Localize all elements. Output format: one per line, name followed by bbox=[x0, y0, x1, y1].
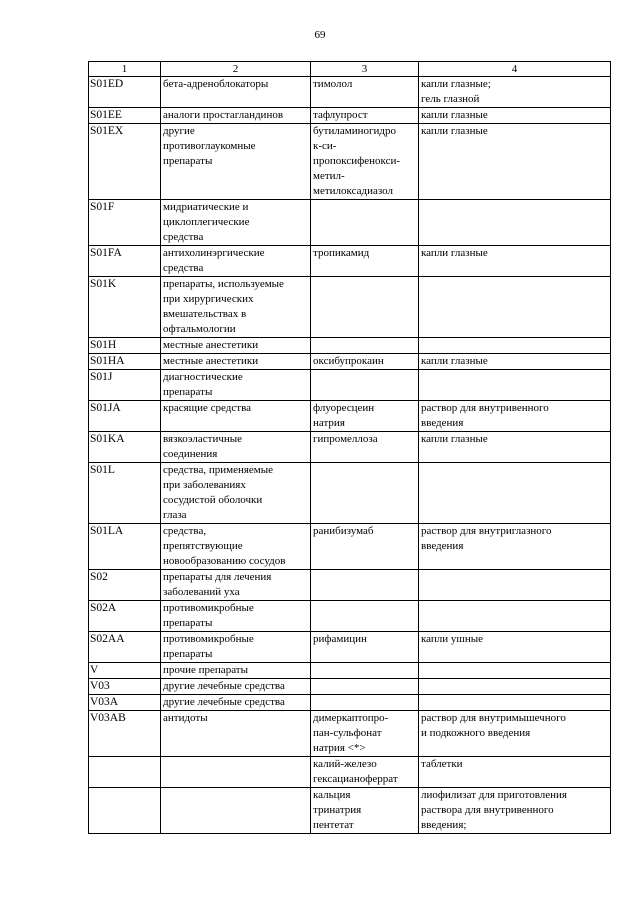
group-name-cell: средства, препятствующие новообразованию сосудов bbox=[161, 524, 311, 570]
dosage-form-cell bbox=[419, 570, 611, 601]
atc-code-cell: V03A bbox=[89, 695, 161, 711]
drug-name-cell bbox=[311, 695, 419, 711]
column-header: 4 bbox=[419, 62, 611, 77]
atc-code-cell: S01K bbox=[89, 277, 161, 338]
group-name-cell bbox=[161, 757, 311, 788]
page-number: 69 bbox=[314, 29, 326, 41]
dosage-form-cell: раствор для внутривенного введения bbox=[419, 401, 611, 432]
atc-code-cell bbox=[89, 757, 161, 788]
table-row bbox=[89, 463, 611, 524]
drug-name-cell: оксибупрокаин bbox=[311, 354, 419, 370]
atc-code-cell: S01J bbox=[89, 370, 161, 401]
atc-code-cell: S01KA bbox=[89, 432, 161, 463]
drug-name-cell: ранибизумаб bbox=[311, 524, 419, 570]
atc-code-cell: S02AA bbox=[89, 632, 161, 663]
table-row bbox=[89, 632, 611, 663]
atc-code-cell: S01EE bbox=[89, 108, 161, 124]
drug-name-cell: флуоресцеин натрия bbox=[311, 401, 419, 432]
table-row bbox=[89, 679, 611, 695]
table-row bbox=[89, 695, 611, 711]
drug-name-cell bbox=[311, 601, 419, 632]
dosage-form-cell: капли глазные bbox=[419, 246, 611, 277]
dosage-form-cell: капли глазные bbox=[419, 432, 611, 463]
group-name-cell: препараты для лечения заболеваний уха bbox=[161, 570, 311, 601]
table-row bbox=[89, 570, 611, 601]
group-name-cell: прочие препараты bbox=[161, 663, 311, 679]
atc-code-cell: S01H bbox=[89, 338, 161, 354]
table-row bbox=[89, 124, 611, 200]
group-name-cell bbox=[161, 788, 311, 834]
table-row bbox=[89, 663, 611, 679]
dosage-form-cell: раствор для внутримышечного и подкожного введения bbox=[419, 711, 611, 757]
atc-code-cell: S01L bbox=[89, 463, 161, 524]
atc-code-cell: S02A bbox=[89, 601, 161, 632]
group-name-cell: вязкоэластичные соединения bbox=[161, 432, 311, 463]
table-row bbox=[89, 108, 611, 124]
group-name-cell: препараты, используемые при хирургических вмешательствах в офтальмологии bbox=[161, 277, 311, 338]
dosage-form-cell bbox=[419, 370, 611, 401]
group-name-cell: другие противоглаукомные препараты bbox=[161, 124, 311, 200]
atc-code-cell: V03AB bbox=[89, 711, 161, 757]
drug-name-cell bbox=[311, 370, 419, 401]
group-name-cell: антидоты bbox=[161, 711, 311, 757]
drug-name-cell bbox=[311, 570, 419, 601]
atc-code-cell: S01FA bbox=[89, 246, 161, 277]
group-name-cell: аналоги простагландинов bbox=[161, 108, 311, 124]
table-row bbox=[89, 601, 611, 632]
table-row bbox=[89, 788, 611, 834]
dosage-form-cell bbox=[419, 695, 611, 711]
table-row bbox=[89, 757, 611, 788]
group-name-cell: местные анестетики bbox=[161, 354, 311, 370]
atc-code-cell: V bbox=[89, 663, 161, 679]
atc-code-cell: S01ED bbox=[89, 77, 161, 108]
drug-name-cell: димеркаптопро- пан-сульфонат натрия <*> bbox=[311, 711, 419, 757]
dosage-form-cell bbox=[419, 663, 611, 679]
drug-name-cell bbox=[311, 679, 419, 695]
table-row bbox=[89, 277, 611, 338]
dosage-form-cell: раствор для внутриглазного введения bbox=[419, 524, 611, 570]
dosage-form-cell: таблетки bbox=[419, 757, 611, 788]
group-name-cell: другие лечебные средства bbox=[161, 695, 311, 711]
table-row bbox=[89, 401, 611, 432]
table-row bbox=[89, 246, 611, 277]
dosage-form-cell: капли глазные bbox=[419, 354, 611, 370]
drug-name-cell: тропикамид bbox=[311, 246, 419, 277]
column-header: 3 bbox=[311, 62, 419, 77]
header-row bbox=[89, 62, 611, 77]
column-header: 2 bbox=[161, 62, 311, 77]
column-header: 1 bbox=[89, 62, 161, 77]
atc-code-cell: S02 bbox=[89, 570, 161, 601]
group-name-cell: красящие средства bbox=[161, 401, 311, 432]
dosage-form-cell: капли ушные bbox=[419, 632, 611, 663]
dosage-form-cell: лиофилизат для приготовления раствора для внутривенного введения; bbox=[419, 788, 611, 834]
group-name-cell: противомикробные препараты bbox=[161, 601, 311, 632]
dosage-form-cell bbox=[419, 601, 611, 632]
atc-code-cell: S01EX bbox=[89, 124, 161, 200]
atc-code-cell: S01HA bbox=[89, 354, 161, 370]
group-name-cell: диагностические препараты bbox=[161, 370, 311, 401]
drug-name-cell bbox=[311, 277, 419, 338]
table-row bbox=[89, 77, 611, 108]
dosage-form-cell bbox=[419, 277, 611, 338]
dosage-form-cell bbox=[419, 679, 611, 695]
dosage-form-cell: капли глазные bbox=[419, 124, 611, 200]
dosage-form-cell bbox=[419, 338, 611, 354]
drug-name-cell: калий-железо гексацианоферрат bbox=[311, 757, 419, 788]
dosage-form-cell: капли глазные; гель глазной bbox=[419, 77, 611, 108]
drug-name-cell bbox=[311, 200, 419, 246]
table-row bbox=[89, 711, 611, 757]
group-name-cell: противомикробные препараты bbox=[161, 632, 311, 663]
table-row bbox=[89, 354, 611, 370]
drug-name-cell: гипромеллоза bbox=[311, 432, 419, 463]
atc-code-cell: S01JA bbox=[89, 401, 161, 432]
dosage-form-cell bbox=[419, 463, 611, 524]
group-name-cell: другие лечебные средства bbox=[161, 679, 311, 695]
group-name-cell: местные анестетики bbox=[161, 338, 311, 354]
group-name-cell: средства, применяемые при заболеваниях сосудистой оболочки глаза bbox=[161, 463, 311, 524]
drug-name-cell bbox=[311, 338, 419, 354]
dosage-form-cell: капли глазные bbox=[419, 108, 611, 124]
group-name-cell: бета-адреноблокаторы bbox=[161, 77, 311, 108]
drug-name-cell: рифамицин bbox=[311, 632, 419, 663]
table-row bbox=[89, 338, 611, 354]
atc-code-cell bbox=[89, 788, 161, 834]
drug-name-cell: тимолол bbox=[311, 77, 419, 108]
table-row bbox=[89, 370, 611, 401]
group-name-cell: мидриатические и циклоплегические средства bbox=[161, 200, 311, 246]
atc-code-cell: S01F bbox=[89, 200, 161, 246]
table-row bbox=[89, 200, 611, 246]
table-row bbox=[89, 432, 611, 463]
drug-name-cell: кальция тринатрия пентетат bbox=[311, 788, 419, 834]
drug-table bbox=[88, 61, 611, 834]
dosage-form-cell bbox=[419, 200, 611, 246]
table-row bbox=[89, 524, 611, 570]
atc-code-cell: V03 bbox=[89, 679, 161, 695]
drug-name-cell bbox=[311, 463, 419, 524]
group-name-cell: антихолинэргические средства bbox=[161, 246, 311, 277]
drug-name-cell: тафлупрост bbox=[311, 108, 419, 124]
atc-code-cell: S01LA bbox=[89, 524, 161, 570]
drug-name-cell: бутиламиногидро к-си- пропоксифенокси- метил- метилоксадиазол bbox=[311, 124, 419, 200]
drug-name-cell bbox=[311, 663, 419, 679]
